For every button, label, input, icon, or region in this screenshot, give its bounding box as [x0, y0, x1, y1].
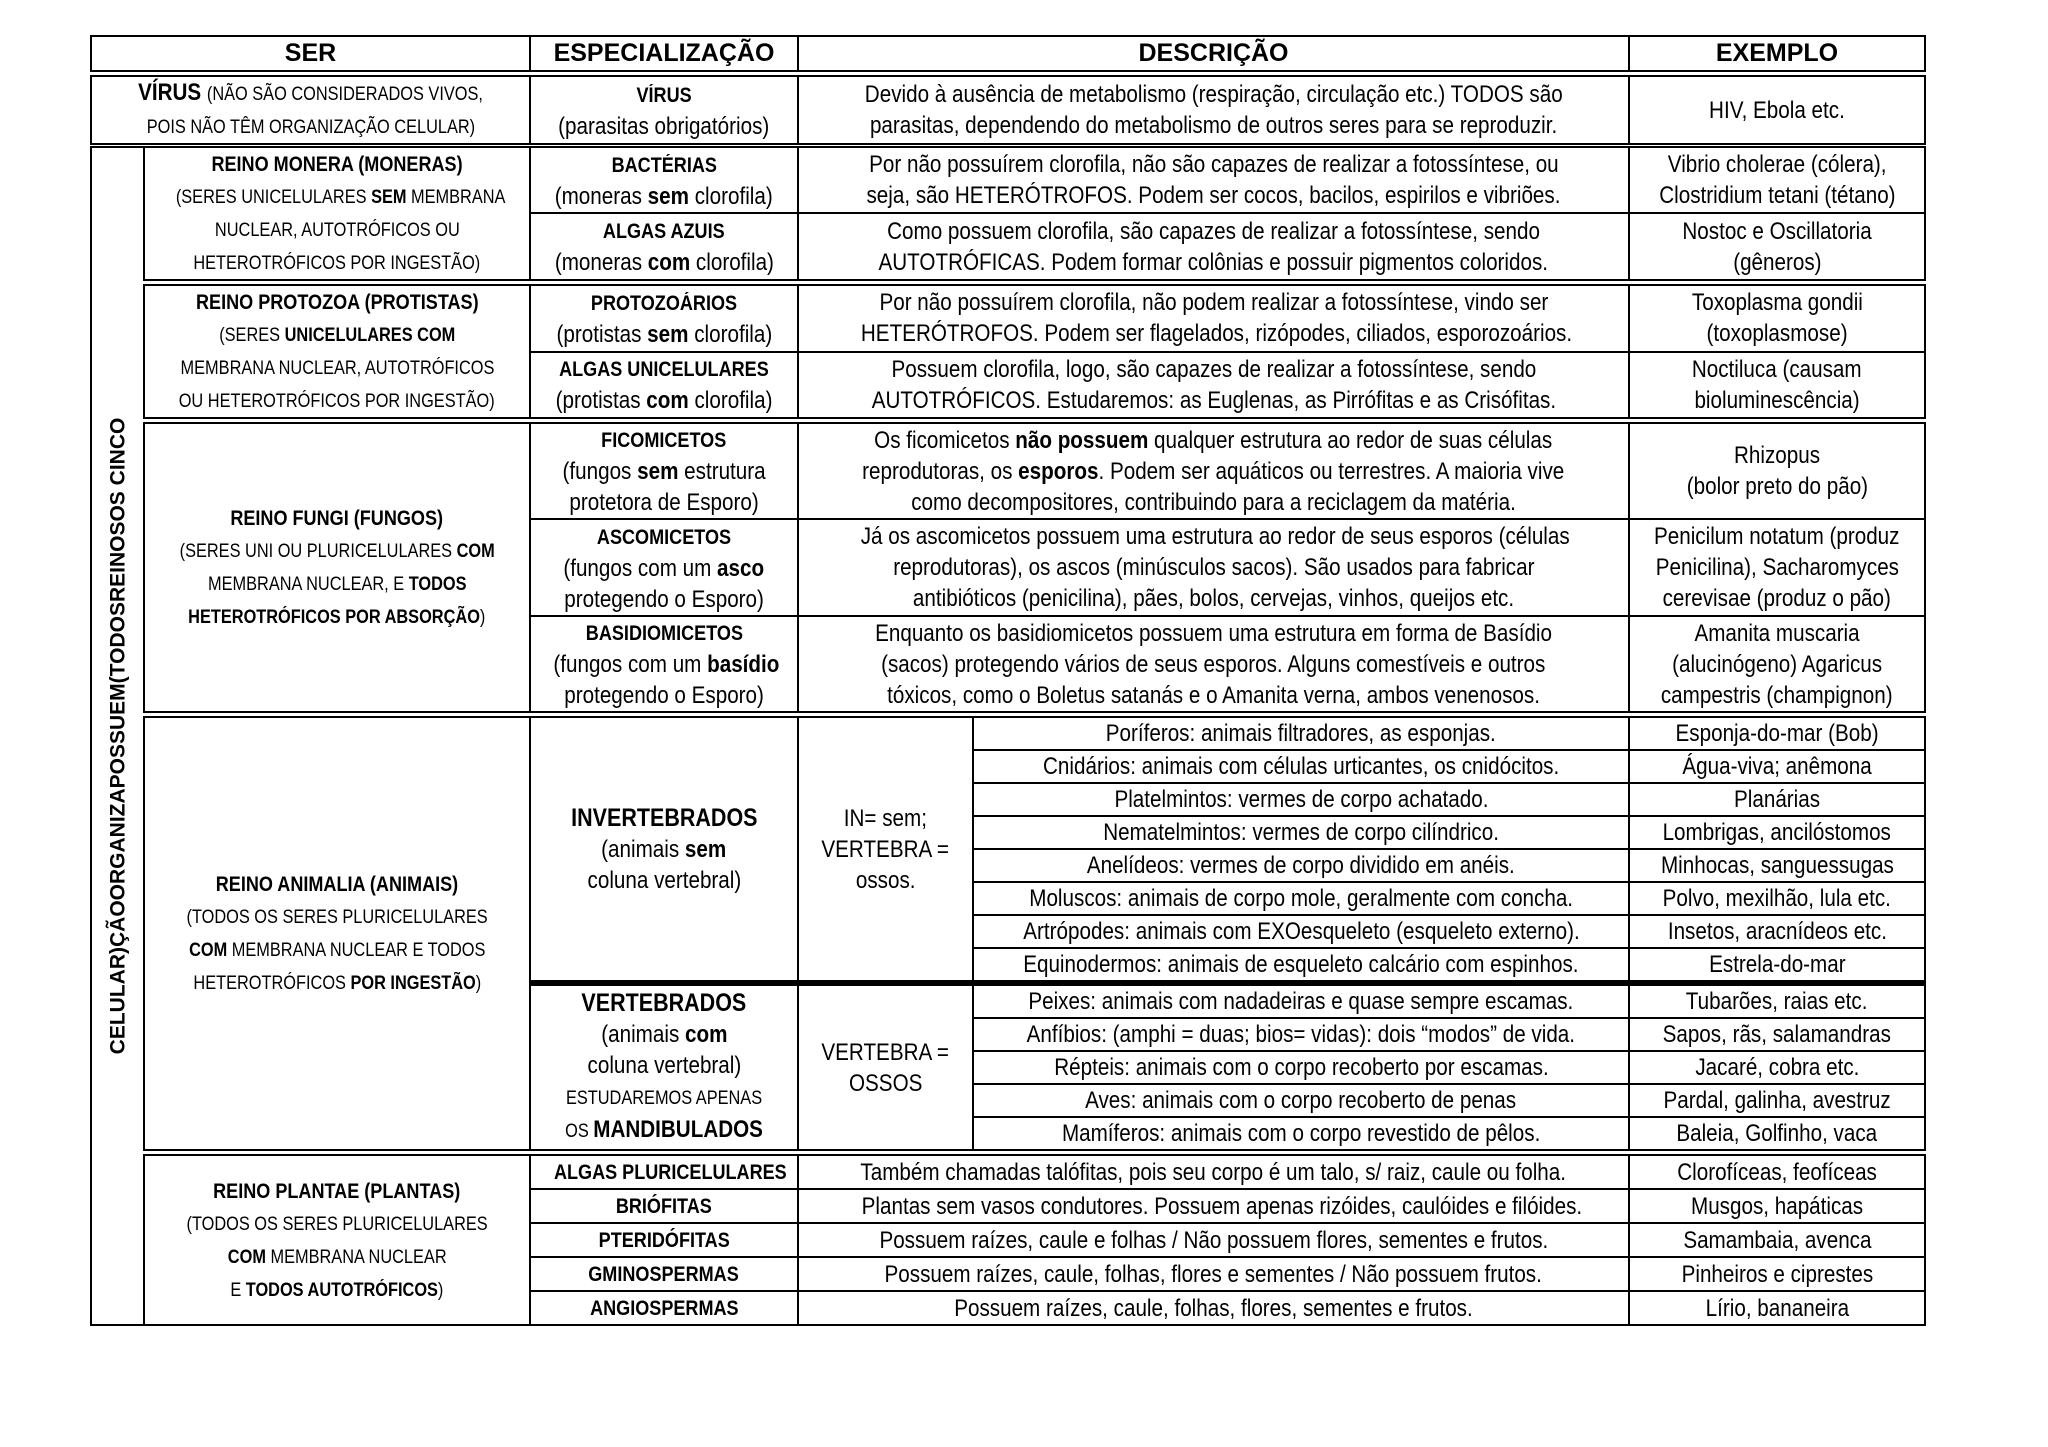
- header-descricao: DESCRIÇÃO: [798, 36, 1629, 71]
- monera-ser-cell: REINO MONERA (MONERAS) (SERES UNICELULARES SEM MEMBRANA NUCLEAR, AUTOTRÓFICOS OU HETEROTRÓFICOS POR INGESTÃO): [144, 147, 530, 283]
- fungi-esp-ascomicetos: ASCOMICETOS (fungos com um asco protegendo o Esporo): [530, 519, 798, 616]
- protozoa-desc-algas-unicelulares: Possuem clorofila, logo, são capazes de realizar a fotossíntese, sendo AUTOTRÓFICOS. Estudaremos: as Euglenas, as Pirrófitas e as Crisófitas.: [798, 352, 1629, 421]
- table-row: Anelídeos: vermes de corpo dividido em anéis.: [973, 849, 1629, 882]
- table-row: Possuem raízes, caule e folhas / Não possuem flores, sementes e frutos.: [798, 1223, 1629, 1257]
- fungi-esp-basidiomicetos: BASIDIOMICETOS (fungos com um basídio protegendo o Esporo): [530, 616, 798, 715]
- table-row: Estrela-do-mar: [1629, 948, 1925, 983]
- table-row: Possuem raízes, caule, folhas, flores, sementes e frutos.: [798, 1291, 1629, 1325]
- virus-ser-rest1: (NÃO SÃO CONSIDERADOS VIVOS,: [206, 84, 483, 105]
- header-exemplo: EXEMPLO: [1629, 36, 1925, 71]
- header-especializacao: ESPECIALIZAÇÃO: [530, 36, 798, 71]
- table-row: Samambaia, avenca: [1629, 1223, 1925, 1257]
- monera-esp-algas-azuis: ALGAS AZUIS (moneras com clorofila): [530, 213, 798, 282]
- header-ser: SER: [91, 36, 530, 71]
- table-row: Polvo, mexilhão, lula etc.: [1629, 882, 1925, 915]
- virus-desc-1: Devido à ausência de metabolismo (respiração, circulação etc.) TODOS são: [864, 81, 1563, 108]
- invertebrados-cell: INVERTEBRADOS (animais sem coluna vertebral): [530, 715, 798, 984]
- virus-desc-2: parasitas, dependendo do metabolismo de outros seres para se reproduzir.: [869, 112, 1558, 139]
- monera-ex-algas-azuis: Nostoc e Oscillatoria (gêneros): [1629, 213, 1925, 282]
- virus-esp-cell: [530, 76, 798, 144]
- fungi-desc-basidiomicetos: Enquanto os basidiomicetos possuem uma estrutura em forma de Basídio (sacos) protegendo vários de seus esporos. Alguns comestíveis e outros tóxicos, como o Boletus satanás e o Amanita verna, ambos venenosos.: [798, 616, 1629, 715]
- table-row: Cnidários: animais com células urticantes, os cnidócitos.: [973, 750, 1629, 783]
- table-row: Anfíbios: (amphi = duas; bios= vidas): dois “modos” de vida.: [973, 1018, 1629, 1051]
- table-row: Possuem raízes, caule, folhas, flores e sementes / Não possuem frutos.: [798, 1257, 1629, 1291]
- table-row: Mamíferos: animais com o corpo revestido de pêlos.: [973, 1117, 1629, 1153]
- fungi-desc-ascomicetos: Já os ascomicetos possuem uma estrutura ao redor de seus esporos (células reprodutoras), os ascos (minúsculos sacos). São usados para fabricar antibióticos (penicilina), pães, bolos, cervejas, vinhos, queijos etc.: [798, 519, 1629, 616]
- table-row: Musgos, hapáticas: [1629, 1189, 1925, 1223]
- virus-example: HIV, Ebola etc.: [1629, 76, 1925, 144]
- fungi-ser-cell: REINO FUNGI (FUNGOS) (SERES UNI OU PLURICELULARES COM MEMBRANA NUCLEAR, E TODOS HETEROTRÓFICOS POR ABSORÇÃO): [144, 421, 530, 715]
- virus-ser-cell: [91, 76, 530, 144]
- table-row: BRIÓFITAS: [530, 1189, 798, 1223]
- table-row: Equinodermos: animais de esqueleto calcário com espinhos.: [973, 948, 1629, 983]
- protozoa-desc-protozoarios: Por não possuírem clorofila, não podem realizar a fotossíntese, vindo ser HETERÓTROFOS. Podem ser flagelados, rizópodes, ciliados, esporozoários.: [798, 283, 1629, 352]
- table-row: Platelmintos: vermes de corpo achatado.: [973, 783, 1629, 816]
- vertebrados-meaning: VERTEBRA = OSSOS: [798, 983, 973, 1153]
- table-row: Baleia, Golfinho, vaca: [1629, 1117, 1925, 1153]
- monera-ex-bacterias: Vibrio cholerae (cólera), Clostridium tetani (tétano): [1629, 147, 1925, 213]
- virus-esp-sub: (parasitas obrigatórios): [558, 112, 770, 140]
- virus-ser-rest2: POIS NÃO TÊM ORGANIZAÇÃO CELULAR): [146, 117, 475, 138]
- virus-table: [90, 75, 1926, 145]
- table-row: PTERIDÓFITAS: [530, 1223, 798, 1257]
- virus-esp-title: VÍRUS: [636, 83, 692, 107]
- table-row: Sapos, rãs, salamandras: [1629, 1018, 1925, 1051]
- header-table: [90, 35, 1926, 72]
- fungi-ex-ficomicetos: Rhizopus (bolor preto do pão): [1629, 421, 1925, 520]
- fungi-desc-ficomicetos: Os ficomicetos não possuem qualquer estrutura ao redor de suas células reprodutoras, os esporos. Podem ser aquáticos ou terrestres. A maioria vive como decompositores, contribuindo para a reciclagem da matéria.: [798, 421, 1629, 520]
- table-row: Água-viva; anêmona: [1629, 750, 1925, 783]
- table-row: ALGAS PLURICELULARES: [530, 1153, 798, 1190]
- fungi-ex-ascomicetos: Penicilum notatum (produz Penicilina), Sacharomyces cerevisae (produz o pão): [1629, 519, 1925, 616]
- table-row: Lírio, bananeira: [1629, 1291, 1925, 1325]
- protozoa-ser-cell: REINO PROTOZOA (PROTISTAS) (SERES UNICELULARES COM MEMBRANA NUCLEAR, AUTOTRÓFICOS OU HETEROTRÓFICOS POR INGESTÃO): [144, 283, 530, 421]
- vertebrados-cell: VERTEBRADOS (animais com coluna vertebral) ESTUDAREMOS APENAS OS MANDIBULADOS: [530, 983, 798, 1153]
- side-vertical-label: CELULAR)ÇÃOORGANIZAPOSSUEM(TODOSREINOSOS CINCO: [91, 147, 144, 1325]
- virus-desc-cell: [798, 76, 1629, 144]
- monera-desc-algas-azuis: Como possuem clorofila, são capazes de realizar a fotossíntese, sendo AUTOTRÓFICAS. Podem formar colônias e possuir pigmentos coloridos.: [798, 213, 1629, 282]
- table-row: Esponja-do-mar (Bob): [1629, 715, 1925, 751]
- table-row: Minhocas, sanguessugas: [1629, 849, 1925, 882]
- table-row: Pardal, galinha, avestruz: [1629, 1084, 1925, 1117]
- protozoa-ex-algas-unicelulares: Noctiluca (causam bioluminescência): [1629, 352, 1925, 421]
- table-row: Nematelmintos: vermes de corpo cilíndrico.: [973, 816, 1629, 849]
- table-row: Lombrigas, ancilóstomos: [1629, 816, 1925, 849]
- table-row: Poríferos: animais filtradores, as esponjas.: [973, 715, 1629, 751]
- table-row: ANGIOSPERMAS: [530, 1291, 798, 1325]
- table-row: Plantas sem vasos condutores. Possuem apenas rizóides, caulóides e filóides.: [798, 1189, 1629, 1223]
- monera-esp-bacterias: BACTÉRIAS (moneras sem clorofila): [530, 147, 798, 213]
- animalia-ser-cell: REINO ANIMALIA (ANIMAIS) (TODOS OS SERES PLURICELULARES COM MEMBRANA NUCLEAR E TODOS HETEROTRÓFICOS POR INGESTÃO): [144, 715, 530, 1153]
- table-row: Insetos, aracnídeos etc.: [1629, 915, 1925, 948]
- table-row: Peixes: animais com nadadeiras e quase sempre escamas.: [973, 983, 1629, 1018]
- kingdoms-table: [90, 146, 1926, 1326]
- plantae-ser-cell: REINO PLANTAE (PLANTAS) (TODOS OS SERES PLURICELULARES COM MEMBRANA NUCLEAR E TODOS AUTOTRÓFICOS): [144, 1153, 530, 1326]
- table-row: Jacaré, cobra etc.: [1629, 1051, 1925, 1084]
- table-row: Aves: animais com o corpo recoberto de penas: [973, 1084, 1629, 1117]
- protozoa-esp-protozoarios: PROTOZOÁRIOS (protistas sem clorofila): [530, 283, 798, 352]
- virus-ser-title: VÍRUS: [138, 79, 202, 106]
- table-row: Clorofíceas, feofíceas: [1629, 1153, 1925, 1190]
- protozoa-ex-protozoarios: Toxoplasma gondii (toxoplasmose): [1629, 283, 1925, 352]
- table-row: Moluscos: animais de corpo mole, geralmente com concha.: [973, 882, 1629, 915]
- table-row: Pinheiros e ciprestes: [1629, 1257, 1925, 1291]
- fungi-ex-basidiomicetos: Amanita muscaria (alucinógeno) Agaricus campestris (champignon): [1629, 616, 1925, 715]
- table-row: Planárias: [1629, 783, 1925, 816]
- table-row: Répteis: animais com o corpo recoberto por escamas.: [973, 1051, 1629, 1084]
- protozoa-esp-algas-unicelulares: ALGAS UNICELULARES (protistas com clorofila): [530, 352, 798, 421]
- table-row: GMINOSPERMAS: [530, 1257, 798, 1291]
- table-row: Também chamadas talófitas, pois seu corpo é um talo, s/ raiz, caule ou folha.: [798, 1153, 1629, 1190]
- invertebrados-meaning: IN= sem; VERTEBRA = ossos.: [798, 715, 973, 984]
- fungi-esp-ficomicetos: FICOMICETOS (fungos sem estrutura protetora de Esporo): [530, 421, 798, 520]
- table-row: Tubarões, raias etc.: [1629, 983, 1925, 1018]
- table-row: Artrópodes: animais com EXOesqueleto (esqueleto externo).: [973, 915, 1629, 948]
- monera-desc-bacterias: Por não possuírem clorofila, não são capazes de realizar a fotossíntese, ou seja, são HETERÓTROFOS. Podem ser cocos, bacilos, espirilos e vibriões.: [798, 147, 1629, 213]
